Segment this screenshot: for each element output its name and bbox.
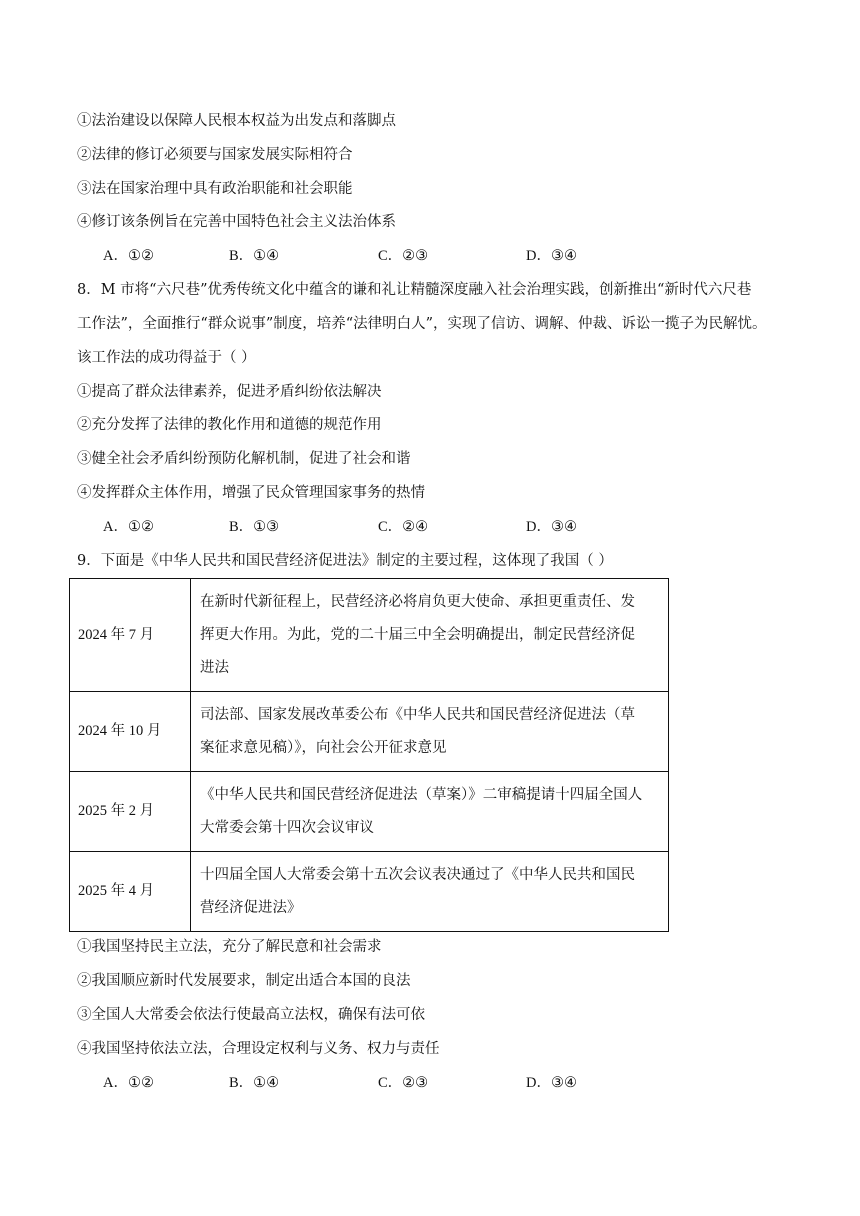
q8-stem-line-2: 工作法”，全面推行“群众说事”制度，培养“法律明白人”，实现了信访、调解、仲裁、诉讼一揽子为民解忧。 [77,316,767,332]
q9-options [103,1073,703,1093]
q9-stem: 9．下面是《中华人民共和国民营经济促进法》制定的主要过程，这体现了我国（ ） [77,553,613,569]
q9-statement-3: ③全国人大常委会依法行使最高立法权，确保有法可依 [77,1007,425,1023]
timeline-description [191,852,669,932]
timeline-date: 2025 年 4 月 [70,852,191,932]
table-row [70,772,669,852]
timeline-description [191,772,669,852]
q8-option-c[interactable]: C．②④ [378,519,429,535]
q9-statement-2: ②我国顺应新时代发展要求，制定出适合本国的良法 [77,973,411,989]
q9-timeline-table [69,578,669,932]
q8-statement-4: ④发挥群众主体作用，增强了民众管理国家事务的热情 [77,485,425,501]
q9-statement-1: ①我国坚持民主立法，充分了解民意和社会需求 [77,939,382,955]
q8-statement-2: ②充分发挥了法律的教化作用和道德的规范作用 [77,417,382,433]
timeline-description [191,692,669,772]
q7-option-b[interactable]: B．①④ [229,248,280,264]
table-row [70,692,669,772]
timeline-date: 2024 年 10 月 [70,692,191,772]
q8-statement-3: ③健全社会矛盾纠纷预防化解机制，促进了社会和谐 [77,451,411,467]
q8-option-d[interactable]: D．③④ [526,519,577,535]
q7-option-a[interactable]: A．①② [103,248,154,264]
q7-statement-3: ③法在国家治理中具有政治职能和社会职能 [77,181,353,197]
table-row [70,852,669,932]
q8-option-a[interactable]: A．①② [103,519,154,535]
q9-option-c[interactable]: C．②③ [378,1075,429,1091]
timeline-description-line: 营经济促进法》 [200,899,302,916]
timeline-description-line: 案征求意见稿）》，向社会公开征求意见 [200,739,447,756]
q7-options [103,246,703,266]
timeline-description [191,579,669,692]
q8-stem-line-1: 8．M 市将“六尺巷”优秀传统文化中蕴含的谦和礼让精髓深度融入社会治理实践，创新推出“新时代六尺巷 [77,282,752,298]
timeline-description-line: 在新时代新征程上，民营经济必将肩负更大使命、承担更重责任、发 [200,593,635,610]
q7-option-d[interactable]: D．③④ [526,248,577,264]
timeline-description-line: 司法部、国家发展改革委公布《中华人民共和国民营经济促进法（草 [200,706,635,723]
q9-statement-4: ④我国坚持依法立法，合理设定权利与义务、权力与责任 [77,1041,440,1057]
q7-statement-2: ②法律的修订必须要与国家发展实际相符合 [77,147,353,163]
q7-statement-4: ④修订该条例旨在完善中国特色社会主义法治体系 [77,214,396,230]
timeline-description-line: 十四届全国人大常委会第十五次会议表决通过了《中华人民共和国民 [200,866,635,883]
q8-options [103,517,703,537]
q7-statement-1: ①法治建设以保障人民根本权益为出发点和落脚点 [77,113,396,129]
q8-option-b[interactable]: B．①③ [229,519,280,535]
table-row [70,579,669,692]
timeline-date: 2024 年 7 月 [70,579,191,692]
timeline-description-line: 挥更大作用。为此，党的二十届三中全会明确提出，制定民营经济促 [200,626,635,643]
q9-option-a[interactable]: A．①② [103,1075,154,1091]
timeline-description-line: 大常委会第十四次会议审议 [200,819,374,836]
q9-option-d[interactable]: D．③④ [526,1075,577,1091]
q8-stem-line-3: 该工作法的成功得益于（ ） [77,350,256,366]
q9-option-b[interactable]: B．①④ [229,1075,280,1091]
q8-statement-1: ①提高了群众法律素养，促进矛盾纠纷依法解决 [77,384,382,400]
q7-option-c[interactable]: C．②③ [378,248,429,264]
timeline-date: 2025 年 2 月 [70,772,191,852]
timeline-description-line: 《中华人民共和国民营经济促进法（草案）》二审稿提请十四届全国人 [200,786,643,803]
timeline-description-line: 进法 [200,659,229,676]
